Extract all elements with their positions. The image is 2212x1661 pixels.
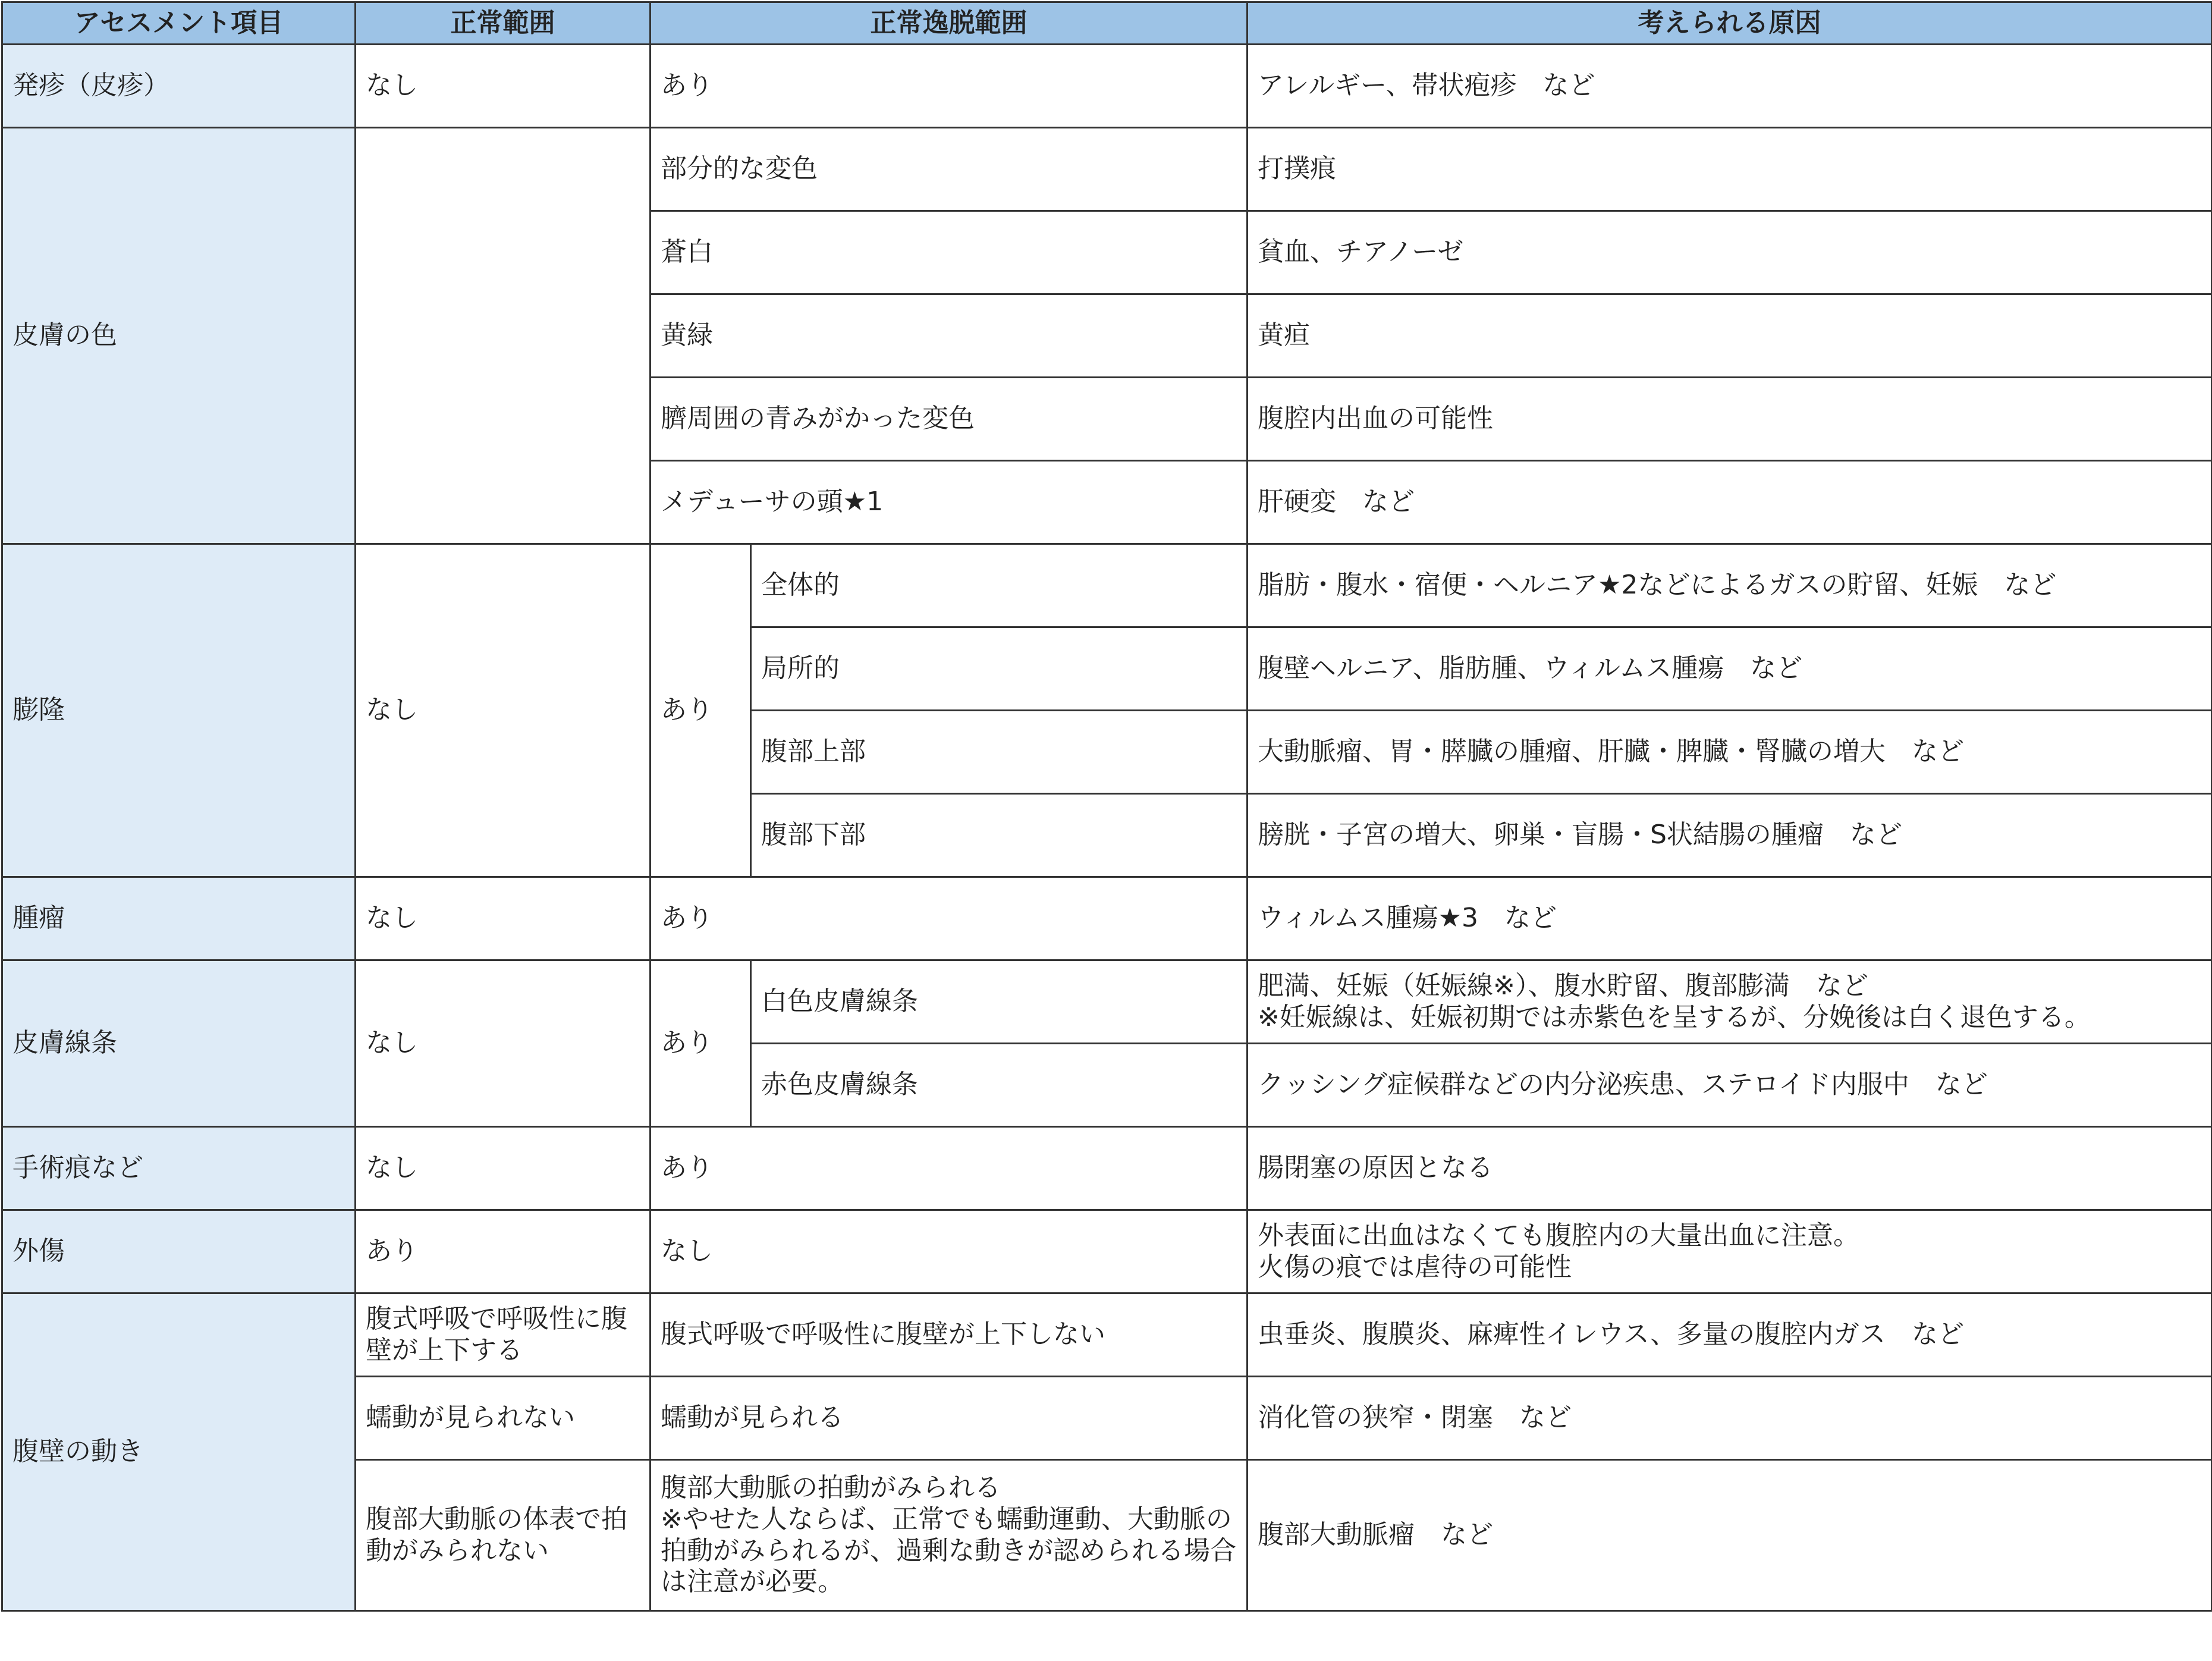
item-abdominal-wall-motion: 腹壁の動き	[2, 1293, 356, 1611]
table-row	[2, 45, 2212, 128]
cause-cell: 膀胱・子宮の増大、卵巣・盲腸・S状結腸の腫瘤 など	[1248, 794, 2212, 877]
cause-cell: 肝硬変 など	[1248, 461, 2212, 544]
abnormal-cell: あり	[651, 960, 751, 1127]
cause-cell: 脂肪・腹水・宿便・ヘルニア★2などによるガスの貯留、妊娠 など	[1248, 544, 2212, 627]
item-tumor: 腫瘤	[2, 877, 356, 960]
table-row	[2, 544, 2212, 627]
normal-cell: なし	[356, 544, 651, 877]
cause-cell: 腹部大動脈瘤 など	[1248, 1460, 2212, 1611]
abnormal-cell: 蒼白	[651, 211, 1248, 294]
sub-cell: 局所的	[751, 627, 1248, 711]
table-row	[2, 877, 2212, 960]
item-skin-color: 皮膚の色	[2, 128, 356, 544]
header-row	[2, 2, 2212, 45]
table-row	[2, 1127, 2212, 1210]
normal-cell: なし	[356, 877, 651, 960]
item-surgical-scar: 手術痕など	[2, 1127, 356, 1210]
abnormal-cell: あり	[651, 45, 1248, 128]
sub-cell: 腹部下部	[751, 794, 1248, 877]
abnormal-cell: 腹式呼吸で呼吸性に腹壁が上下しない	[651, 1293, 1248, 1377]
abnormal-cell: あり	[651, 1127, 1248, 1210]
header-normal-range: 正常範囲	[356, 2, 651, 45]
assessment-table	[1, 1, 2212, 1612]
abnormal-cell: あり	[651, 544, 751, 877]
cause-cell: 肥満、妊娠（妊娠線※）、腹水貯留、腹部膨満 など ※妊娠線は、妊娠初期では赤紫色を呈するが、分娩後は白く退色する。	[1248, 960, 2212, 1044]
table-row	[2, 960, 2212, 1044]
cause-cell: 腹壁ヘルニア、脂肪腫、ウィルムス腫瘍 など	[1248, 627, 2212, 711]
cause-cell: 外表面に出血はなくても腹腔内の大量出血に注意。 火傷の痕では虐待の可能性	[1248, 1210, 2212, 1293]
cause-cell: アレルギー、帯状疱疹 など	[1248, 45, 2212, 128]
sub-cell: 白色皮膚線条	[751, 960, 1248, 1044]
abnormal-cell: なし	[651, 1210, 1248, 1293]
header-abnormal-range: 正常逸脱範囲	[651, 2, 1248, 45]
cause-cell: 打撲痕	[1248, 128, 2212, 211]
item-rash: 発疹（皮疹）	[2, 45, 356, 128]
abnormal-cell: 腹部大動脈の拍動がみられる ※やせた人ならば、正常でも蠕動運動、大動脈の拍動がみられるが、過剰な動きが認められる場合は注意が必要。	[651, 1460, 1248, 1611]
table-row	[2, 1210, 2212, 1293]
item-striae: 皮膚線条	[2, 960, 356, 1127]
abnormal-cell: 蠕動が見られる	[651, 1377, 1248, 1460]
normal-cell: 腹部大動脈の体表で拍動がみられない	[356, 1460, 651, 1611]
cause-cell: 虫垂炎、腹膜炎、麻痺性イレウス、多量の腹腔内ガス など	[1248, 1293, 2212, 1377]
normal-cell: なし	[356, 960, 651, 1127]
normal-cell	[356, 128, 651, 544]
abnormal-cell: 部分的な変色	[651, 128, 1248, 211]
abnormal-cell: 臍周囲の青みがかった変色	[651, 378, 1248, 461]
header-assessment-item: アセスメント項目	[2, 2, 356, 45]
cause-cell: 黄疸	[1248, 294, 2212, 378]
normal-cell: 蠕動が見られない	[356, 1377, 651, 1460]
cause-cell: 腹腔内出血の可能性	[1248, 378, 2212, 461]
sub-cell: 赤色皮膚線条	[751, 1044, 1248, 1127]
cause-cell: ウィルムス腫瘍★3 など	[1248, 877, 2212, 960]
abnormal-cell: メデューサの頭★1	[651, 461, 1248, 544]
table-row	[2, 128, 2212, 211]
item-swelling: 膨隆	[2, 544, 356, 877]
abnormal-cell: あり	[651, 877, 1248, 960]
normal-cell: なし	[356, 1127, 651, 1210]
normal-cell: なし	[356, 45, 651, 128]
cause-cell: 消化管の狭窄・閉塞 など	[1248, 1377, 2212, 1460]
cause-cell: 大動脈瘤、胃・膵臓の腫瘤、肝臓・脾臓・腎臓の増大 など	[1248, 711, 2212, 794]
sub-cell: 全体的	[751, 544, 1248, 627]
abnormal-cell: 黄緑	[651, 294, 1248, 378]
header-possible-cause: 考えられる原因	[1248, 2, 2212, 45]
cause-cell: 貧血、チアノーゼ	[1248, 211, 2212, 294]
cause-cell: 腸閉塞の原因となる	[1248, 1127, 2212, 1210]
sub-cell: 腹部上部	[751, 711, 1248, 794]
normal-cell: あり	[356, 1210, 651, 1293]
normal-cell: 腹式呼吸で呼吸性に腹壁が上下する	[356, 1293, 651, 1377]
cause-cell: クッシング症候群などの内分泌疾患、ステロイド内服中 など	[1248, 1044, 2212, 1127]
item-trauma: 外傷	[2, 1210, 356, 1293]
table-row	[2, 1293, 2212, 1377]
